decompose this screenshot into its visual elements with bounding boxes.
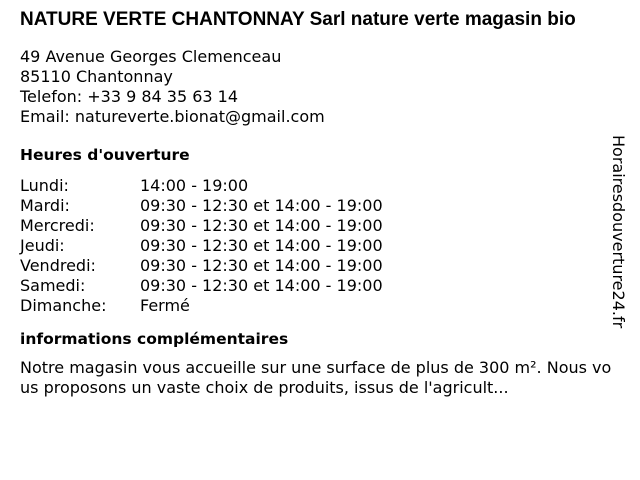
hours-row-vendredi — [20, 256, 620, 276]
day-label: Mardi: — [20, 196, 70, 215]
day-label: Vendredi: — [20, 256, 96, 275]
hours-value: 09:30 - 12:30 et 14:00 - 19:00 — [140, 276, 383, 295]
opening-hours-table — [20, 176, 620, 316]
opening-hours-heading: Heures d'ouverture — [20, 146, 190, 164]
hours-value: 09:30 - 12:30 et 14:00 - 19:00 — [140, 196, 383, 215]
hours-row-jeudi — [20, 236, 620, 256]
day-label: Dimanche: — [20, 296, 107, 315]
hours-row-dimanche — [20, 296, 620, 316]
email-line: Email: natureverte.bionat@gmail.com — [20, 107, 325, 126]
business-card — [20, 10, 620, 398]
day-label: Jeudi: — [20, 236, 65, 255]
hours-value: 09:30 - 12:30 et 14:00 - 19:00 — [140, 236, 383, 255]
day-label: Lundi: — [20, 176, 69, 195]
contact-block — [20, 47, 620, 127]
watermark: Horairesdouverture24.fr — [609, 135, 628, 329]
hours-row-mercredi — [20, 216, 620, 236]
hours-value: 09:30 - 12:30 et 14:00 - 19:00 — [140, 216, 383, 235]
phone-line: Telefon: +33 9 84 35 63 14 — [20, 87, 239, 106]
additional-info-text: Notre magasin vous accueille sur une surface de plus de 300 m². Nous vous proposons un vaste choix de produits, issus de l'agricult... — [20, 358, 612, 397]
hours-value: 14:00 - 19:00 — [140, 176, 249, 195]
hours-value: 09:30 - 12:30 et 14:00 - 19:00 — [140, 256, 383, 275]
hours-row-mardi — [20, 196, 620, 216]
city-line: 85110 Chantonnay — [20, 67, 173, 86]
street-address: 49 Avenue Georges Clemenceau — [20, 47, 282, 66]
hours-value: Fermé — [140, 296, 190, 315]
hours-row-samedi — [20, 276, 620, 296]
business-title: NATURE VERTE CHANTONNAY Sarl nature verte magasin bio — [20, 9, 576, 30]
day-label: Mercredi: — [20, 216, 95, 235]
additional-info-heading: informations complémentaires — [20, 330, 289, 348]
hours-row-lundi — [20, 176, 620, 196]
day-label: Samedi: — [20, 276, 86, 295]
